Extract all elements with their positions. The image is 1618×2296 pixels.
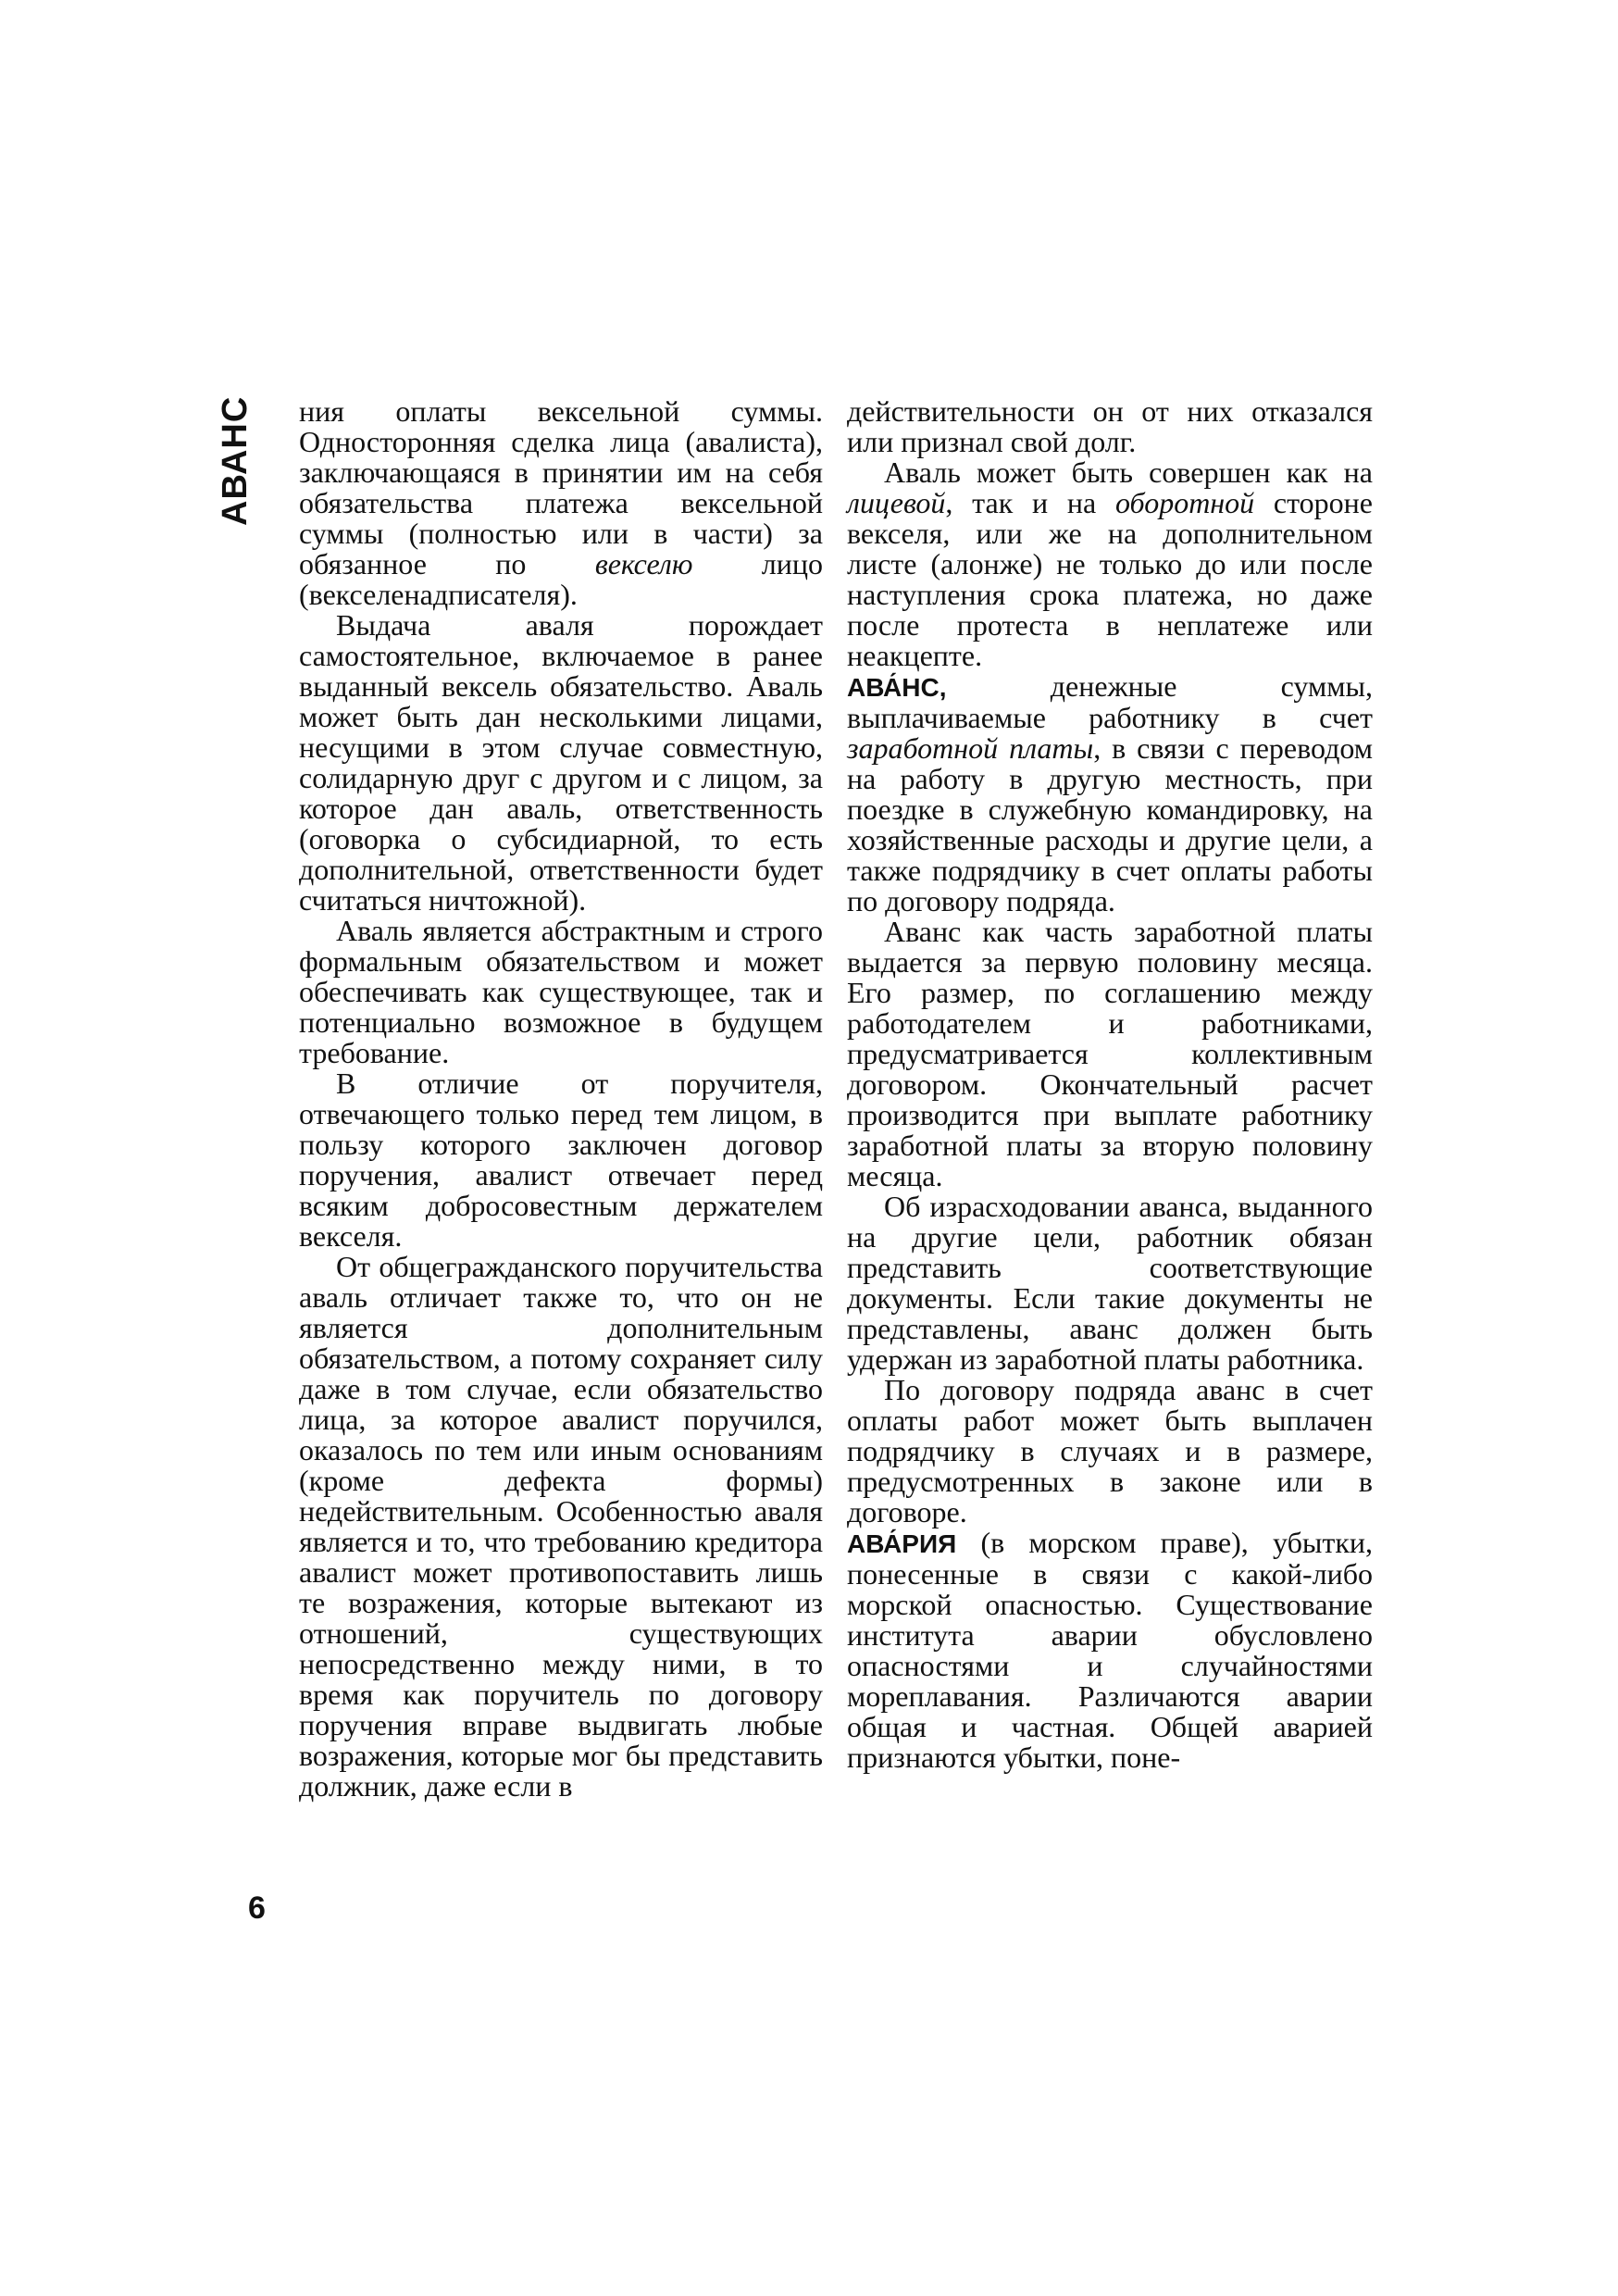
paragraph-text: , так и на (945, 486, 1097, 519)
cross-reference: векселю (594, 547, 693, 580)
paragraph: Аваль является абстрактным и строго формальным обязательством и может обеспечивать как существующее, так и потенциально возможное в будущем требование. (299, 914, 823, 1069)
paragraph-text: ния оплаты вексельной суммы. Односторонняя сделка лица (авалиста), заключающаяся в принятии им на себя обязательства платежа вексельной суммы (полностью или в части) за обязанное по (299, 394, 823, 580)
entry-headword: АВА́РИЯ (847, 1529, 957, 1558)
cross-reference: заработной платы (847, 731, 1094, 765)
paragraph: От общегражданского поручительства аваль отличает также то, что он не является дополнительным обязательством, а потому сохраняет силу даже в том случае, если обязательство лица, за которое авалист поручился, оказалось по тем или иным основаниям (кроме дефекта формы) недействительным. Особенностью аваля является и то, что требованию кредитора авалист может противопоставить лишь те возражения, которые вытекают из отношений, существующих непосредственно между ними, в то время как поручитель по договору поручения вправе выдвигать любые возражения, которые мог бы представить должник, даже если в (299, 1250, 823, 1803)
right-column (847, 396, 1373, 1773)
paragraph: Выдача аваля порождает самостоятельное, включаемое в ранее выданный вексель обязательство. Аваль может быть дан несколькими лицами, несущими в этом случае совместную, солидарную друг с другом и с лицом, за которое дан аваль, ответственность (оговорка о субсидиарной, то есть дополнительной, ответственности будет считаться ничтожной). (299, 608, 823, 917)
running-head: АВАНС (216, 395, 255, 526)
paragraph (847, 457, 1373, 671)
paragraph: Об израсходовании аванса, выданного на другие цели, работник обязан представить соответствующие документы. Если такие документы не представлены, аванс должен быть удержан из заработной платы работника. (847, 1190, 1373, 1376)
paragraph: Аванс как часть заработной платы выдается за первую половину месяца. Его размер, по соглашению между работодателем и работниками, предусматривается коллективным договором. Окончательный расчет производится при выплате работнику заработной платы за вторую половину месяца. (847, 915, 1373, 1192)
cross-reference: лицевой (847, 486, 946, 519)
left-column (299, 396, 823, 1802)
paragraph: В отличие от поручителя, отвечающего только перед тем лицом, в пользу которого заключен договор поручения, авалист отвечает перед всяким добросовестным держателем векселя. (299, 1067, 823, 1253)
paragraph-text: стороне векселя, или же на дополнительном листе (алонже) не только до или после наступления срока платежа, но даже после протеста в неплатеже или неакцепте. (847, 486, 1373, 672)
paragraph (299, 396, 823, 610)
page-number: 6 (248, 1890, 266, 1926)
entry-avans (847, 671, 1373, 917)
entry-avaria (847, 1528, 1373, 1773)
paragraph: действительности он от них отказался или признал свой долг. (847, 394, 1373, 458)
paragraph-text: Аваль может быть совершен как на (884, 455, 1373, 489)
cross-reference: оборотной (1114, 486, 1255, 519)
entry-definition: , в связи с переводом на работу в другую местность, при поездке в служебную командировку, на хозяйственные расходы и другие цели, а также подрядчику в счет оплаты работы по договору подряда. (847, 731, 1374, 917)
paragraph: По договору подряда аванс в счет оплаты работ может быть выплачен подрядчику в случаях и в размере, предусмотренных в законе или в договоре. (847, 1373, 1373, 1529)
entry-definition: денежные суммы, выплачиваемые работнику в счет (847, 669, 1374, 734)
entry-definition: (в морском праве), убытки, понесенные в связи с какой-либо морской опасностью. Существование института аварии обусловлено опасностями и случайностями мореплавания. Различаются аварии общая и частная. Общей аварией признаются убытки, поне- (847, 1526, 1374, 1774)
paragraph-text: лицо (векселенадписателя). (299, 547, 823, 611)
entry-headword: АВА́НС, (847, 673, 947, 702)
